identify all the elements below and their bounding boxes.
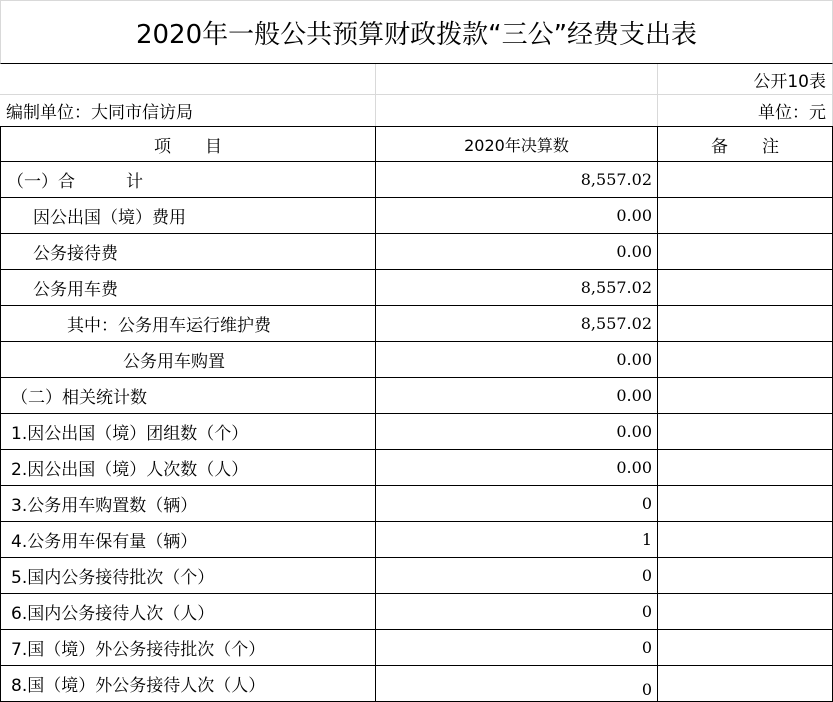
row-value: 0.00: [376, 198, 658, 233]
table-row: [0, 378, 833, 414]
table-row: [0, 486, 833, 522]
row-value: 0: [376, 630, 658, 665]
row-label: 6.国内公务接待人次（人）: [0, 594, 376, 629]
org-unit-row: [0, 95, 833, 127]
row-note: [658, 450, 833, 485]
row-note: [658, 306, 833, 341]
row-note: [658, 198, 833, 233]
row-label: 8.国（境）外公务接待人次（人）: [0, 666, 376, 701]
table-row: [0, 630, 833, 666]
header-row: [0, 127, 833, 162]
table-row: [0, 306, 833, 342]
row-label: 公务用车购置: [0, 342, 376, 377]
row-value: 0.00: [376, 450, 658, 485]
row-value: 8,557.02: [376, 162, 658, 197]
row-note: [658, 558, 833, 593]
table-number-row: [0, 64, 833, 95]
row-value: 0.00: [376, 342, 658, 377]
row-value: 1: [376, 522, 658, 557]
currency-unit: 单位：元: [658, 95, 833, 126]
row-label: 因公出国（境）费用: [0, 198, 376, 233]
row-note: [658, 522, 833, 557]
row-value: 0: [376, 558, 658, 593]
row-label: 2.因公出国（境）人次数（人）: [0, 450, 376, 485]
table-row: [0, 594, 833, 630]
row-value: 0: [376, 666, 658, 701]
row-label: 1.因公出国（境）团组数（个）: [0, 414, 376, 449]
row-value: 0.00: [376, 414, 658, 449]
row-label: 4.公务用车保有量（辆）: [0, 522, 376, 557]
table-title: 2020年一般公共预算财政拨款“三公”经费支出表: [0, 0, 833, 64]
row-note: [658, 666, 833, 701]
table-row: [0, 558, 833, 594]
header-item: 项 目: [0, 127, 376, 161]
row-value: 8,557.02: [376, 270, 658, 305]
table-row: [0, 162, 833, 198]
title-row: [0, 0, 833, 64]
row-note: [658, 594, 833, 629]
header-amount: 2020年决算数: [376, 127, 658, 161]
row-note: [658, 162, 833, 197]
row-note: [658, 342, 833, 377]
row-note: [658, 270, 833, 305]
row-value: 0: [376, 486, 658, 521]
row-value: 8,557.02: [376, 306, 658, 341]
header-note: 备 注: [658, 127, 833, 161]
table-number: 公开10表: [658, 64, 833, 94]
row-label: 5.国内公务接待批次（个）: [0, 558, 376, 593]
table-row: [0, 450, 833, 486]
table-row: [0, 234, 833, 270]
table-row: [0, 522, 833, 558]
row-note: [658, 630, 833, 665]
table-row: [0, 270, 833, 306]
row-label: 公务用车费: [0, 270, 376, 305]
row-value: 0.00: [376, 378, 658, 413]
row-label: 公务接待费: [0, 234, 376, 269]
row-label: 7.国（境）外公务接待批次（个）: [0, 630, 376, 665]
compiling-unit: 编制单位：大同市信访局: [0, 95, 376, 126]
row-note: [658, 234, 833, 269]
table-row: [0, 666, 833, 702]
row-label: 3.公务用车购置数（辆）: [0, 486, 376, 521]
row-label: 其中：公务用车运行维护费: [0, 306, 376, 341]
row-note: [658, 486, 833, 521]
table-row: [0, 198, 833, 234]
row-note: [658, 378, 833, 413]
row-value: 0: [376, 594, 658, 629]
table-row: [0, 414, 833, 450]
row-label: （二）相关统计数: [0, 378, 376, 413]
row-value: 0.00: [376, 234, 658, 269]
table-row: [0, 342, 833, 378]
row-note: [658, 414, 833, 449]
row-label: （一）合 计: [0, 162, 376, 197]
